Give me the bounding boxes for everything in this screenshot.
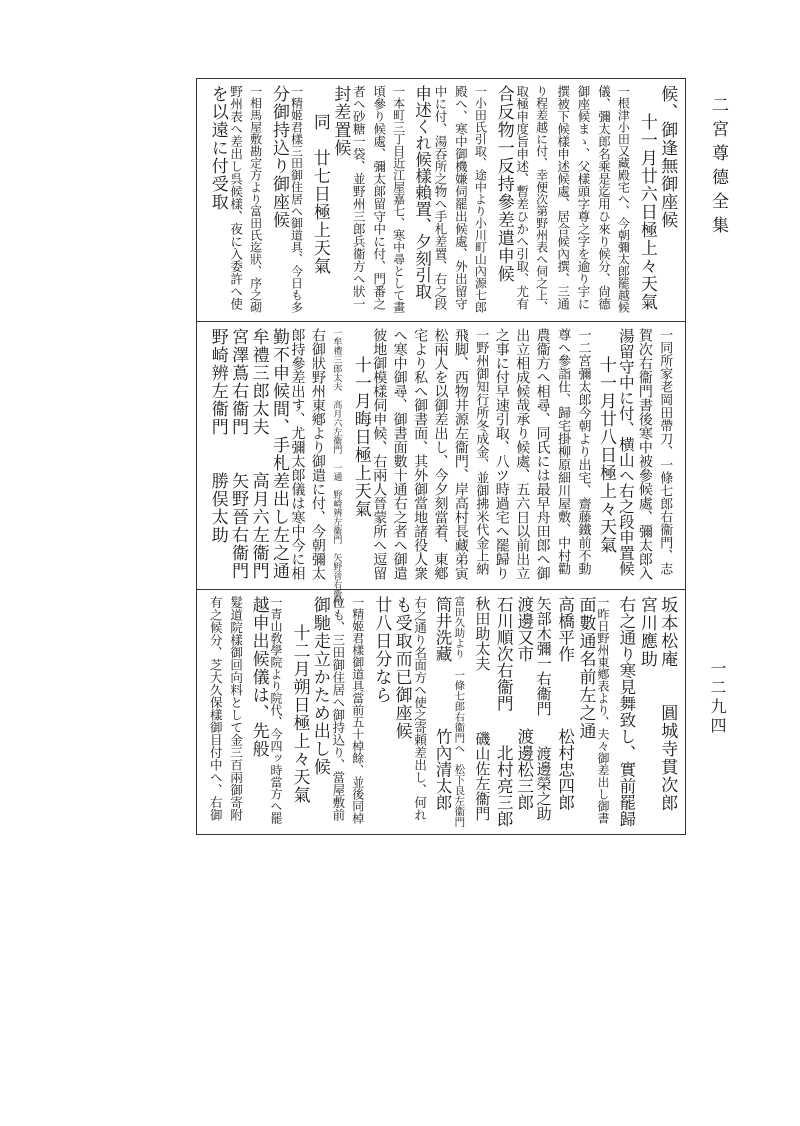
text-column: 中に付、湯吞所之物へ手札差置、右之段	[433, 85, 448, 310]
text-column: 十一月廿六日極上々天氣	[636, 113, 657, 311]
text-column: 一相馬屋敷勘定方より富田氏迄狀、序之砌	[248, 85, 263, 313]
text-column: 殿へ、寒中御機嫌伺罷出候處、外出留守	[453, 85, 469, 310]
text-column: 之事に付早速引取、八ツ時過宅へ罷歸り	[493, 328, 510, 580]
text-column: 頃參り候處、彌太郞留守中に付、門番之	[371, 85, 387, 310]
text-column: 一同所家老岡田帶刀、一條七郎右衞門、志	[657, 328, 673, 575]
text-column: 有之候分、芝大久保樣御目付中へ、右御	[208, 596, 224, 821]
text-column: 者へ砂糖一袋、並野州三郎兵衞方へ狀一	[351, 85, 367, 310]
page-number: 一二九四	[708, 660, 727, 736]
text-column: 右御狀野州東鄕より御遣に付、今朝彌太	[309, 328, 326, 580]
text-column: 廿八日分なら	[371, 596, 392, 704]
text-column: へ寒中御尋、御書面數十通右之者へ御遣	[391, 328, 408, 580]
text-column: 位も、三田御住居へ御持込り、當屋敷前	[330, 596, 346, 821]
text-column: 儀、彌太郎名乘是迄用ひ來り候分、尙德	[596, 85, 612, 310]
text-column: 右之通り名面方へ使之寄頼差出し、何れ	[412, 596, 428, 821]
text-column: 筒井洗藏 竹內清太郎	[433, 596, 452, 811]
text-column: 牟禮三郎太夫 高月六左衞門	[248, 328, 269, 580]
text-column: 富田久助より 一條七郎右衞門へ 松下良左衞門	[453, 596, 466, 827]
text-column: 十二月朔日極上々天氣	[289, 624, 310, 804]
text-column: 勤不申候間、手札差出し左之通	[269, 328, 290, 580]
text-column: 取極申度旨申述、暫差ひかへ引取、尤有	[514, 85, 530, 310]
text-column: 彼地御模樣伺申候、右兩人晉蒙所へ逗留	[371, 328, 388, 580]
text-column: 一根津小田又藏殿宅へ、今朝彌太郎罷越候	[616, 85, 631, 313]
text-column: 尊へ參詣仕、歸宅掛柳原細川屋敷、中村勸	[555, 328, 571, 575]
text-column: 野州表へ差出し呉候樣、夜に入委許へ使	[228, 85, 244, 310]
text-column: 一野州御知行所冬成金、並御拂米代金上納	[473, 328, 489, 575]
text-column: り程差越に付、幸便次第野州表へ伺之上、	[534, 85, 549, 313]
text-column: 矢部木彌一右衞門 渡邊榮之助	[534, 596, 553, 821]
text-column: 一牟禮三郎太夫 高月六左衞門 一通 野崎辨左衞門 矢野晉右衞門	[331, 328, 342, 607]
text-column: 渡邊又市 渡邊松三郎	[514, 596, 534, 811]
text-column: 農衞方へ相尋、同氏には最早舟田郎へ御	[534, 328, 551, 580]
text-panel-upper	[196, 78, 686, 321]
text-column: 秋田助太夫 磯山佐左衞門	[473, 596, 492, 821]
text-column: 坂本松庵 圓城寺貫次郎	[657, 596, 678, 812]
text-column: 石川順次右衞門 北村亮三郎	[494, 596, 514, 827]
text-column: 一本町三丁目近江屋嘉七、寒中尋として畫	[391, 85, 406, 313]
text-column: 飛脚、西物井源左衞門、岸高村長藏弟寅	[452, 328, 469, 580]
text-column: 湯留守中に付、横山へ右之段申置候	[616, 328, 635, 576]
text-column: を以遠に付受取	[207, 85, 228, 211]
text-column: 右之通り寒見舞致し、實前罷歸	[616, 596, 636, 827]
text-column: 十一月晦日極上天氣	[350, 356, 371, 518]
text-column: 面數通名前左之通	[575, 596, 596, 740]
text-column: 宅より私へ御書面、其外御當地諸役人衆	[412, 328, 429, 580]
text-column: 一精姬君樣三田御住居へ御道具、今日も多	[289, 85, 304, 313]
text-column: 出立相成候哉承り候處、五六日以前出立	[514, 328, 531, 580]
text-column: 一昨日野州東鄕表より、夫々御差出し御書	[595, 596, 610, 824]
text-column: も受取而已御座候	[391, 596, 412, 740]
text-column: 分御持込り御座候	[269, 85, 290, 229]
text-panel-middle	[196, 321, 686, 607]
text-column: 賀次右衞門書後寒中被參候處、彌太郎入	[636, 328, 653, 580]
text-panel-lower	[196, 589, 686, 835]
text-column: 宮川應助	[636, 596, 657, 668]
running-head: 二宮尊德全集	[708, 96, 728, 240]
text-column: 一小田氏引取、途中より小川町山內源七郎	[473, 85, 488, 313]
text-column: 申述くれ候樣賴置、夕刻引取	[412, 85, 432, 300]
text-column: 候、御逢無御座候	[657, 85, 678, 229]
text-column: 御馳走立かため出し候	[309, 596, 330, 776]
text-column: 合反物一反持參差遣申候	[493, 85, 514, 283]
text-column: 越申出候儀は、先般	[248, 596, 269, 758]
text-column: 宮澤蔦右衞門 矢野晉右衞門	[228, 328, 249, 580]
text-column: 同 廿七日極上天氣	[309, 113, 330, 275]
text-column: 一精姬君樣御道具當前五十棹餘、並後同棹	[350, 596, 365, 824]
text-column: 郞持參差出す、尤彌太郞儀は寒中今に相	[289, 328, 306, 580]
text-column: 十一月廿八日極上々天氣	[595, 356, 616, 554]
text-column: 松兩人を以御差出し、今夕刻當着、東鄕	[432, 328, 449, 580]
text-column: 一二宮彌太郎今朝より出宅、齋藤鐵前不動	[575, 328, 591, 575]
text-column: 一青山敎學院より院代、今四ッ時當方へ罷	[269, 596, 284, 824]
text-column: 封差置候	[330, 85, 351, 157]
text-column: 高橋平作 松村忠四郎	[555, 596, 575, 811]
text-column: 撰被下候樣申述候處、居合候內撰、三通	[555, 85, 571, 310]
text-column: 御座候まゝ、父樣頭字尊之字を逾り宇に	[576, 85, 592, 310]
text-column: 野崎辨左衞門 勝俣太助	[207, 328, 228, 544]
text-column: 髮道院樣御回向料として金三百兩御寄附	[228, 596, 244, 821]
